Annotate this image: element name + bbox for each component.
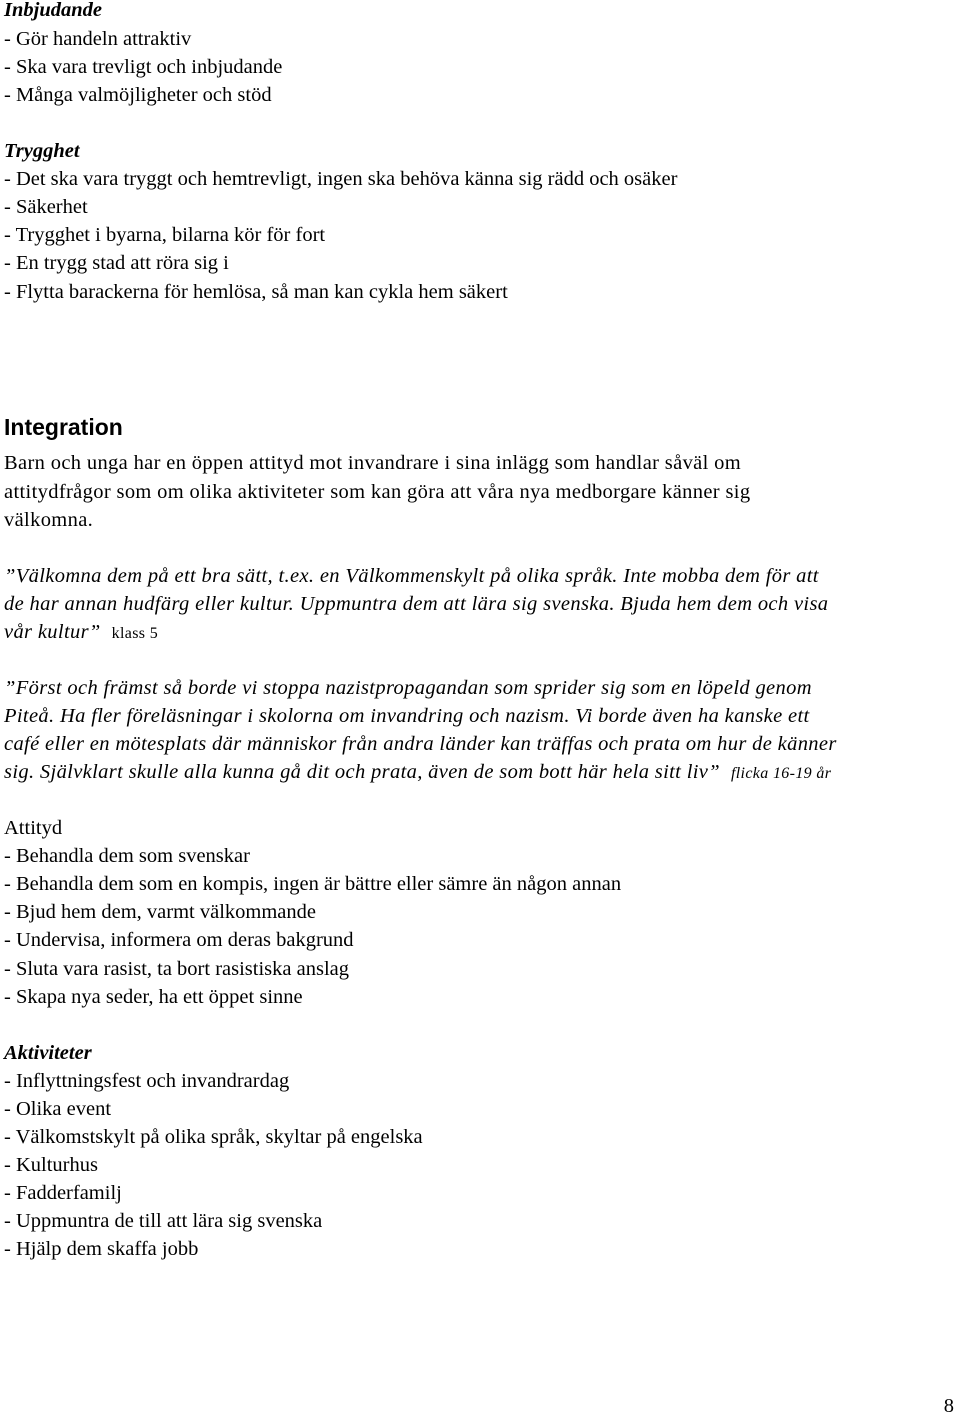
quote-text: sig. Självklart skulle alla kunna gå dit och prata, även de som bott här hela sitt liv” [4,761,720,783]
list-item: - Bjud hem dem, varmt välkommande [4,901,316,923]
quote-source: flicka 16-19 år [730,765,832,782]
section-heading-integration: Integration [4,414,123,440]
list-item: - Olika event [4,1098,112,1120]
list-item: - Många valmöjligheter och stöd [4,84,272,106]
quote-line: Piteå. Ha fler föreläsningar i skolorna om invandring och nazism. Vi borde även ha kanske ett [4,705,810,727]
list-item: - Säkerhet [4,196,88,218]
list-item: - Inflyttningsfest och invandrardag [4,1070,290,1092]
quote-text: vår kultur” [4,621,101,643]
page-number: 8 [943,1395,954,1417]
quote-line: ”Först och främst så borde vi stoppa nazistpropagandan som sprider sig som en löpeld genom [4,677,812,699]
section-heading-attityd: Attityd [4,817,63,839]
quote-line: de har annan hudfärg eller kultur. Uppmuntra dem att lära sig svenska. Bjuda hem dem och visa [4,593,829,615]
list-item: - Behandla dem som en kompis, ingen är bättre eller sämre än någon annan [4,873,622,895]
list-item: - Kulturhus [4,1154,98,1176]
body-line: Barn och unga har en öppen attityd mot invandrare i sina inlägg som handlar såväl om [4,452,742,474]
section-heading-trygghet: Trygghet [4,140,80,162]
list-item: - Fadderfamilj [4,1182,122,1204]
quote-line-with-source [4,618,158,648]
list-item: - Undervisa, informera om deras bakgrund [4,929,354,951]
quote-line: café eller en mötesplats där människor från andra länder kan träffas och prata om hur de känner [4,733,837,755]
body-line: välkomna. [4,509,94,531]
list-item: - Gör handeln attraktiv [4,28,192,50]
list-item: - Välkomstskylt på olika språk, skyltar på engelska [4,1126,423,1148]
list-item: - Behandla dem som svenskar [4,845,250,867]
list-item: - En trygg stad att röra sig i [4,252,229,274]
list-item: - Ska vara trevligt och inbjudande [4,56,283,78]
quote-line-with-source [4,758,831,788]
list-item: - Trygghet i byarna, bilarna kör för fort [4,224,326,246]
quote-line: ”Välkomna dem på ett bra sätt, t.ex. en Välkommenskylt på olika språk. Inte mobba dem för att [4,565,819,587]
section-heading-inbjudande: Inbjudande [4,0,102,21]
list-item: - Sluta vara rasist, ta bort rasistiska anslag [4,958,349,980]
list-item: - Uppmuntra de till att lära sig svenska [4,1210,323,1232]
list-item: - Det ska vara tryggt och hemtrevligt, ingen ska behöva känna sig rädd och osäker [4,168,678,190]
list-item: - Skapa nya seder, ha ett öppet sinne [4,986,303,1008]
list-item: - Flytta barackerna för hemlösa, så man kan cykla hem säkert [4,281,508,303]
quote-source: klass 5 [111,625,159,642]
section-heading-aktiviteter: Aktiviteter [4,1042,92,1064]
list-item: - Hjälp dem skaffa jobb [4,1238,199,1260]
body-line: attitydfrågor som om olika aktiviteter som kan göra att våra nya medborgare känner sig [4,481,751,503]
